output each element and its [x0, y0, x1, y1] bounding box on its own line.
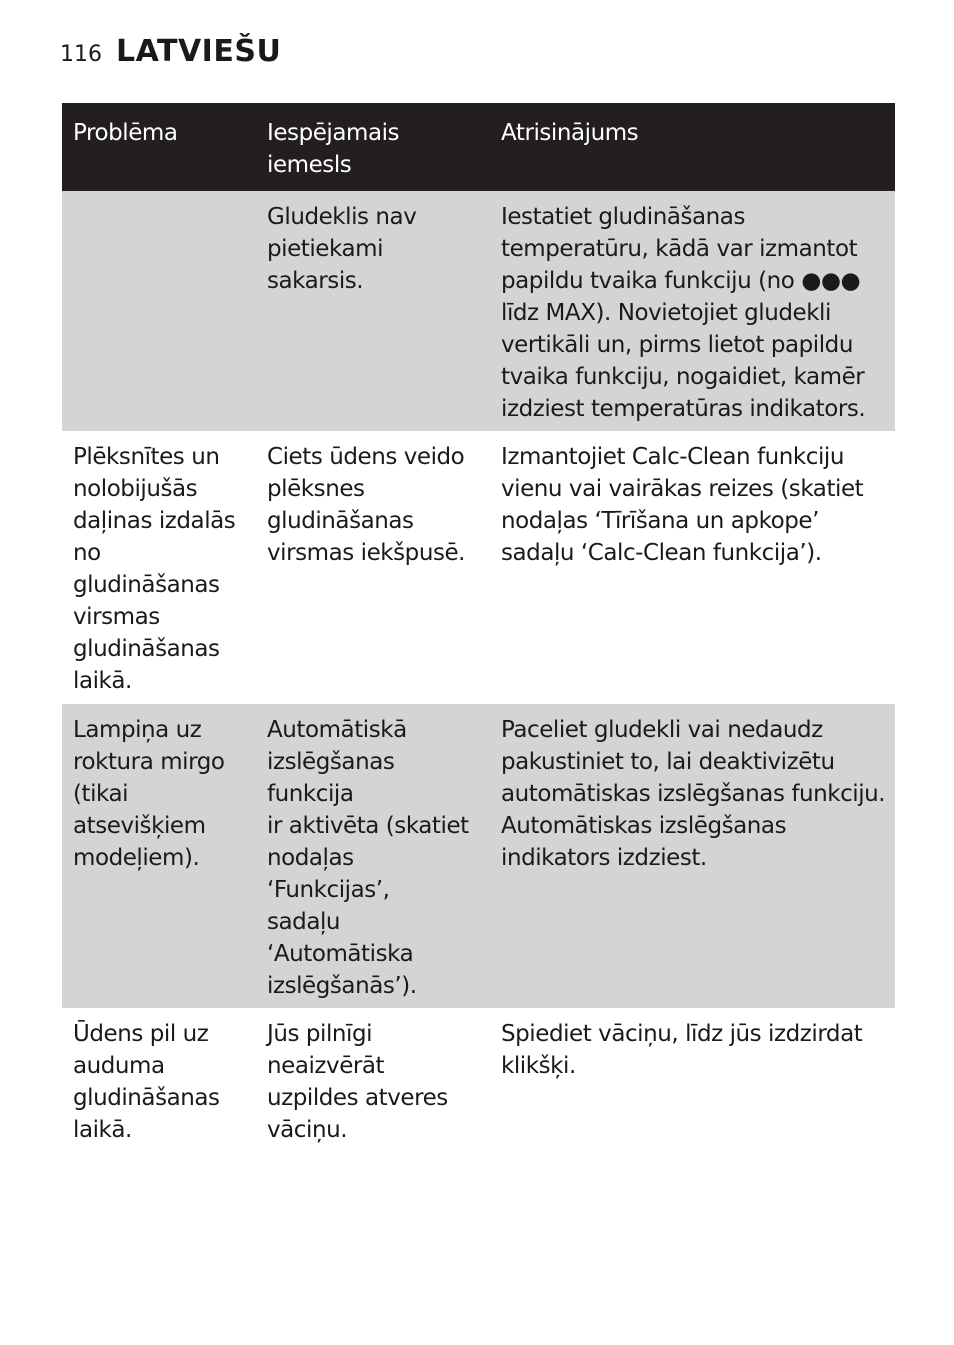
column-header-problem: Problēma — [62, 103, 256, 191]
section-title: LATVIEŠU — [116, 34, 282, 69]
table-row — [62, 704, 895, 1008]
problem-cell: Lampiņa uz roktura mirgo (tikai atsevišķiem modeļiem). — [62, 704, 256, 1008]
table-row — [62, 191, 895, 431]
cause-cell: Automātiskā izslēgšanas funkcija ir aktivēta (skatiet nodaļas ‘Funkcijas’, sadaļu ‘Automātiska izslēgšanās’). — [256, 704, 490, 1008]
solution-cell: Spiediet vāciņu, līdz jūs izdzirdat klikšķi. — [490, 1008, 895, 1153]
problem-cell — [62, 191, 256, 431]
solution-cell: Paceliet gludekli vai nedaudz pakustiniet to, lai deaktivizētu automātiskas izslēgšanas funkciju. Automātiskas izslēgšanas indikators izdziest. — [490, 704, 895, 1008]
column-header-cause: Iespējamais iemesls — [256, 103, 490, 191]
cause-cell: Jūs pilnīgi neaizvērāt uzpildes atveres vāciņu. — [256, 1008, 490, 1153]
problem-cell: Ūdens pil uz auduma gludināšanas laikā. — [62, 1008, 256, 1153]
column-header-solution: Atrisinājums — [490, 103, 895, 191]
table-row — [62, 431, 895, 704]
troubleshooting-table — [62, 103, 895, 1153]
cause-cell: Gludeklis nav pietiekami sakarsis. — [256, 191, 490, 431]
table-body — [62, 191, 895, 1153]
page-header — [60, 34, 281, 69]
problem-cell: Plēksnītes un nolobijušās daļinas izdalās no gludināšanas virsmas gludināšanas laikā. — [62, 431, 256, 704]
table-row — [62, 1008, 895, 1153]
table-header-row — [62, 103, 895, 191]
table-header — [62, 103, 895, 191]
page-number: 116 — [60, 42, 102, 67]
cause-cell: Ciets ūdens veido plēksnes gludināšanas virsmas iekšpusē. — [256, 431, 490, 704]
solution-cell: Izmantojiet Calc-Clean funkciju vienu vai vairākas reizes (skatiet nodaļas ‘Tīrīšana un apkope’ sadaļu ‘Calc-Clean funkcija’). — [490, 431, 895, 704]
solution-cell: Iestatiet gludināšanas temperatūru, kādā var izmantot papildu tvaika funkciju (no ●●● līdz MAX). Novietojiet gludekli vertikāli un, pirms lietot papildu tvaika funkciju, nogaidiet, kamēr izdziest temperatūras indikators. — [490, 191, 895, 431]
